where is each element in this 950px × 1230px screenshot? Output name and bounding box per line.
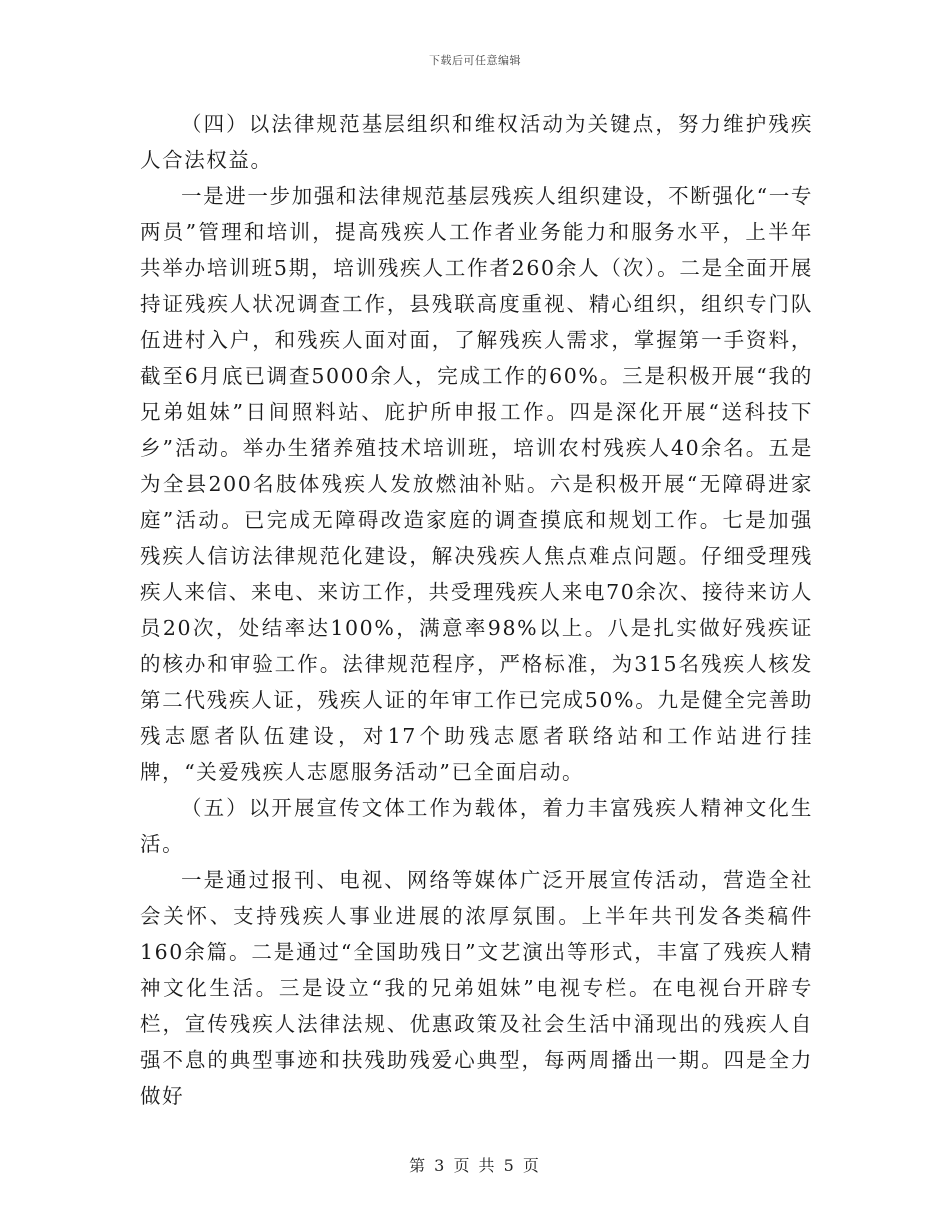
section-heading-four: （四）以法律规范基层组织和维权活动为关键点，努力维护残疾人合法权益。 [140,112,813,172]
page-number-footer: 第 3 页 共 5 页 [409,1156,541,1175]
section-heading-five: （五）以开展宣传文体工作为载体，着力丰富残疾人精神文化生活。 [140,796,813,856]
paragraph-rights-work: 一是进一步加强和法律规范基层残疾人组织建设，不断强化“一专两员”管理和培训，提高残疾人工作者业务能力和服务水平，上半年共举办培训班5期，培训残疾人工作者260余人（次）。二是全面开展持证残疾人状况调查工作，县残联高度重视、精心组织，组织专门队伍进村入户，和残疾人面对面，了解残疾人需求，掌握第一手资料，截至6月底已调查5000余人，完成工作的60%。三是积极开展“我的兄弟姐妹”日间照料站、庇护所申报工作。四是深化开展“送科技下乡”活动。举办生猪养殖技术培训班，培训农村残疾人40余名。五是为全县200名肢体残疾人发放燃油补贴。六是积极开展“无障碍进家庭”活动。已完成无障碍改造家庭的调查摸底和规划工作。七是加强残疾人信访法律规范化建设，解决残疾人焦点难点问题。仔细受理残疾人来信、来电、来访工作，共受理残疾人来电70余次、接待来访人员20次，处结率达100%，满意率98%以上。八是扎实做好残疾证的核办和审验工作。法律规范程序，严格标准，为315名残疾人核发第二代残疾人证，残疾人证的年审工作已完成50%。九是健全完善助残志愿者队伍建设，对17个助残志愿者联络站和工作站进行挂牌，“关爱残疾人志愿服务活动”已全面启动。 [140,184,813,784]
paragraph-publicity-work: 一是通过报刊、电视、网络等媒体广泛开展宣传活动，营造全社会关怀、支持残疾人事业进展的浓厚氛围。上半年共刊发各类稿件160余篇。二是通过“全国助残日”文艺演出等形式，丰富了残疾人精神文化生活。三是设立“我的兄弟姐妹”电视专栏。在电视台开辟专栏，宣传残疾人法律法规、优惠政策及社会生活中涌现出的残疾人自强不息的典型事迹和扶残助残爱心典型，每两周播出一期。四是全力做好 [140,868,813,1108]
document-body [140,106,813,1114]
page-header-note: 下载后可任意编辑 [429,54,521,67]
